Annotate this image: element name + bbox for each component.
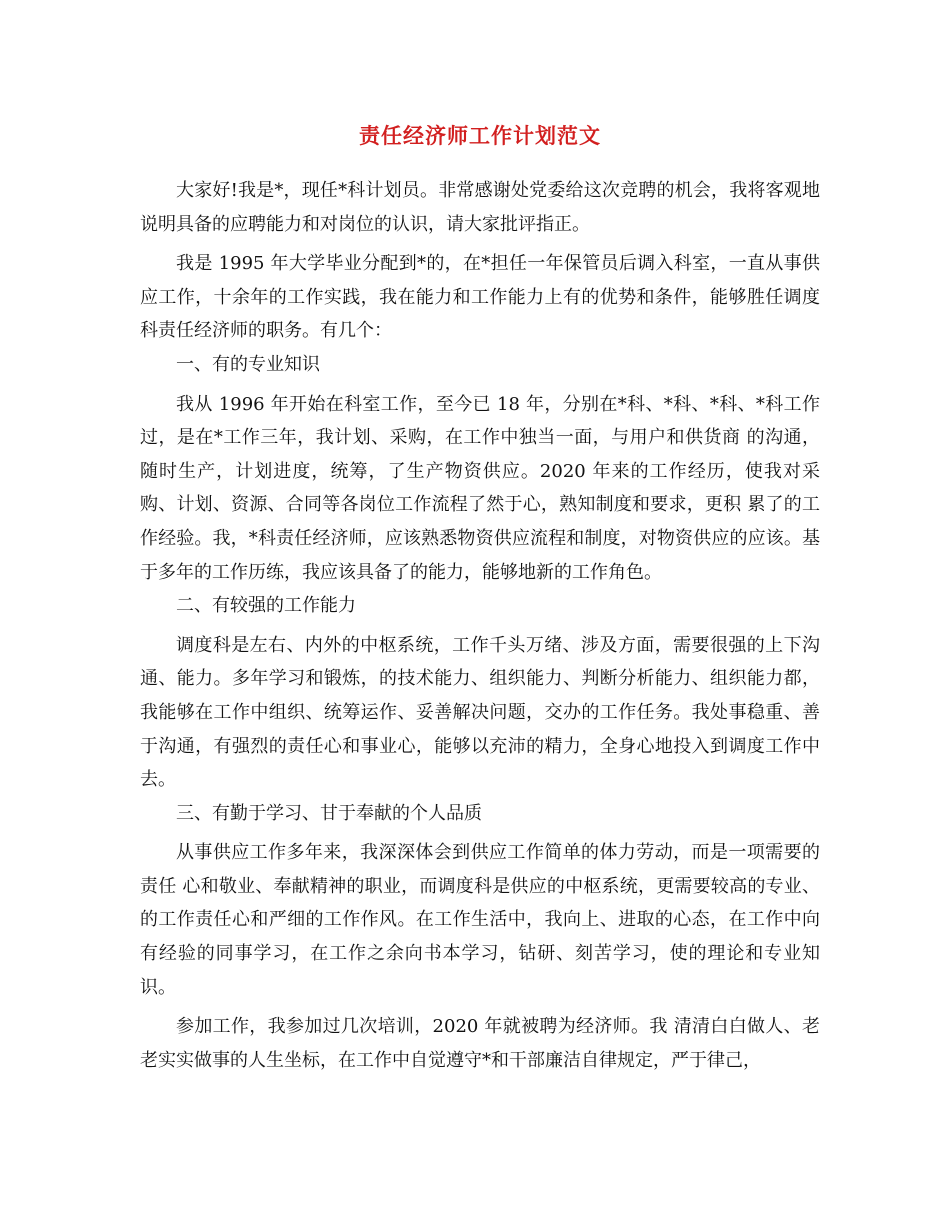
section-heading-3: 三、有勤于学习、甘于奉献的个人品质 xyxy=(176,802,482,824)
paragraph-greeting: 大家好!我是*，现任*科计划员。非常感谢处党委给这次竞聘的机会，我将客观地说明具备的应聘能力和对岗位的认识，请大家批评指正。 xyxy=(140,180,820,235)
section-heading-1: 一、有的专业知识 xyxy=(176,353,320,375)
paragraph-ability: 调度科是左右、内外的中枢系统，工作千头万绪、涉及方面，需要很强的上下沟通、能力。多年学习和锻炼，的技术能力、组织能力、判断分析能力、组织能力都，我能够在工作中组织、统筹运作、妥善解决问题，交办的工作任务。我处事稳重、善于沟通，有强烈的责任心和事业心，能够以充沛的精力，全身心地投入到调度工作中去。 xyxy=(140,634,820,791)
paragraph-knowledge: 我从 1996 年开始在科室工作，至今已 18 年，分别在*科、*科、*科、*科工作过，是在*工作三年，我计划、采购，在工作中独当一面，与用户和供货商 的沟通，随时生产，计划进度，统筹，了生产物资供应。2020 年来的工作经历，使我对采购、计划、资源、合同等各岗位工作流程了然于心，熟知制度和要求，更积 累了的工作经验。我，*科责任经济师，应该熟悉物资供应流程和制度，对物资供应的应该。基于多年的工作历练，我应该具备了的能力，能够地新的工作角色。 xyxy=(140,393,820,583)
paragraph-quality: 从事供应工作多年来，我深深体会到供应工作简单的体力劳动，而是一项需要的责任 心和敬业、奉献精神的职业，而调度科是供应的中枢系统，更需要较高的专业、的工作责任心和严细的工作作风。在工作生活中，我向上、进取的心态，在工作中向 有经验的同事学习，在工作之余向书本学习，钻研、刻苦学习，使的理论和专业知识。 xyxy=(140,842,820,998)
page-title: 责任经济师工作计划范文 xyxy=(359,123,601,148)
paragraph-background: 我是 1995 年大学毕业分配到*的，在*担任一年保管员后调入科室，一直从事供应工作，十余年的工作实践，我在能力和工作能力上有的优势和条件，能够胜任调度科责任经济师的职务。有几个： xyxy=(140,253,820,342)
document-body xyxy=(140,174,820,1077)
paragraph-training: 参加工作，我参加过几次培训，2020 年就被聘为经济师。我 清清白白做人、老老实实做事的人生坐标，在工作中自觉遵守*和干部廉洁自律规定，严于律己， xyxy=(140,1016,820,1071)
section-heading-2: 二、有较强的工作能力 xyxy=(176,595,356,617)
